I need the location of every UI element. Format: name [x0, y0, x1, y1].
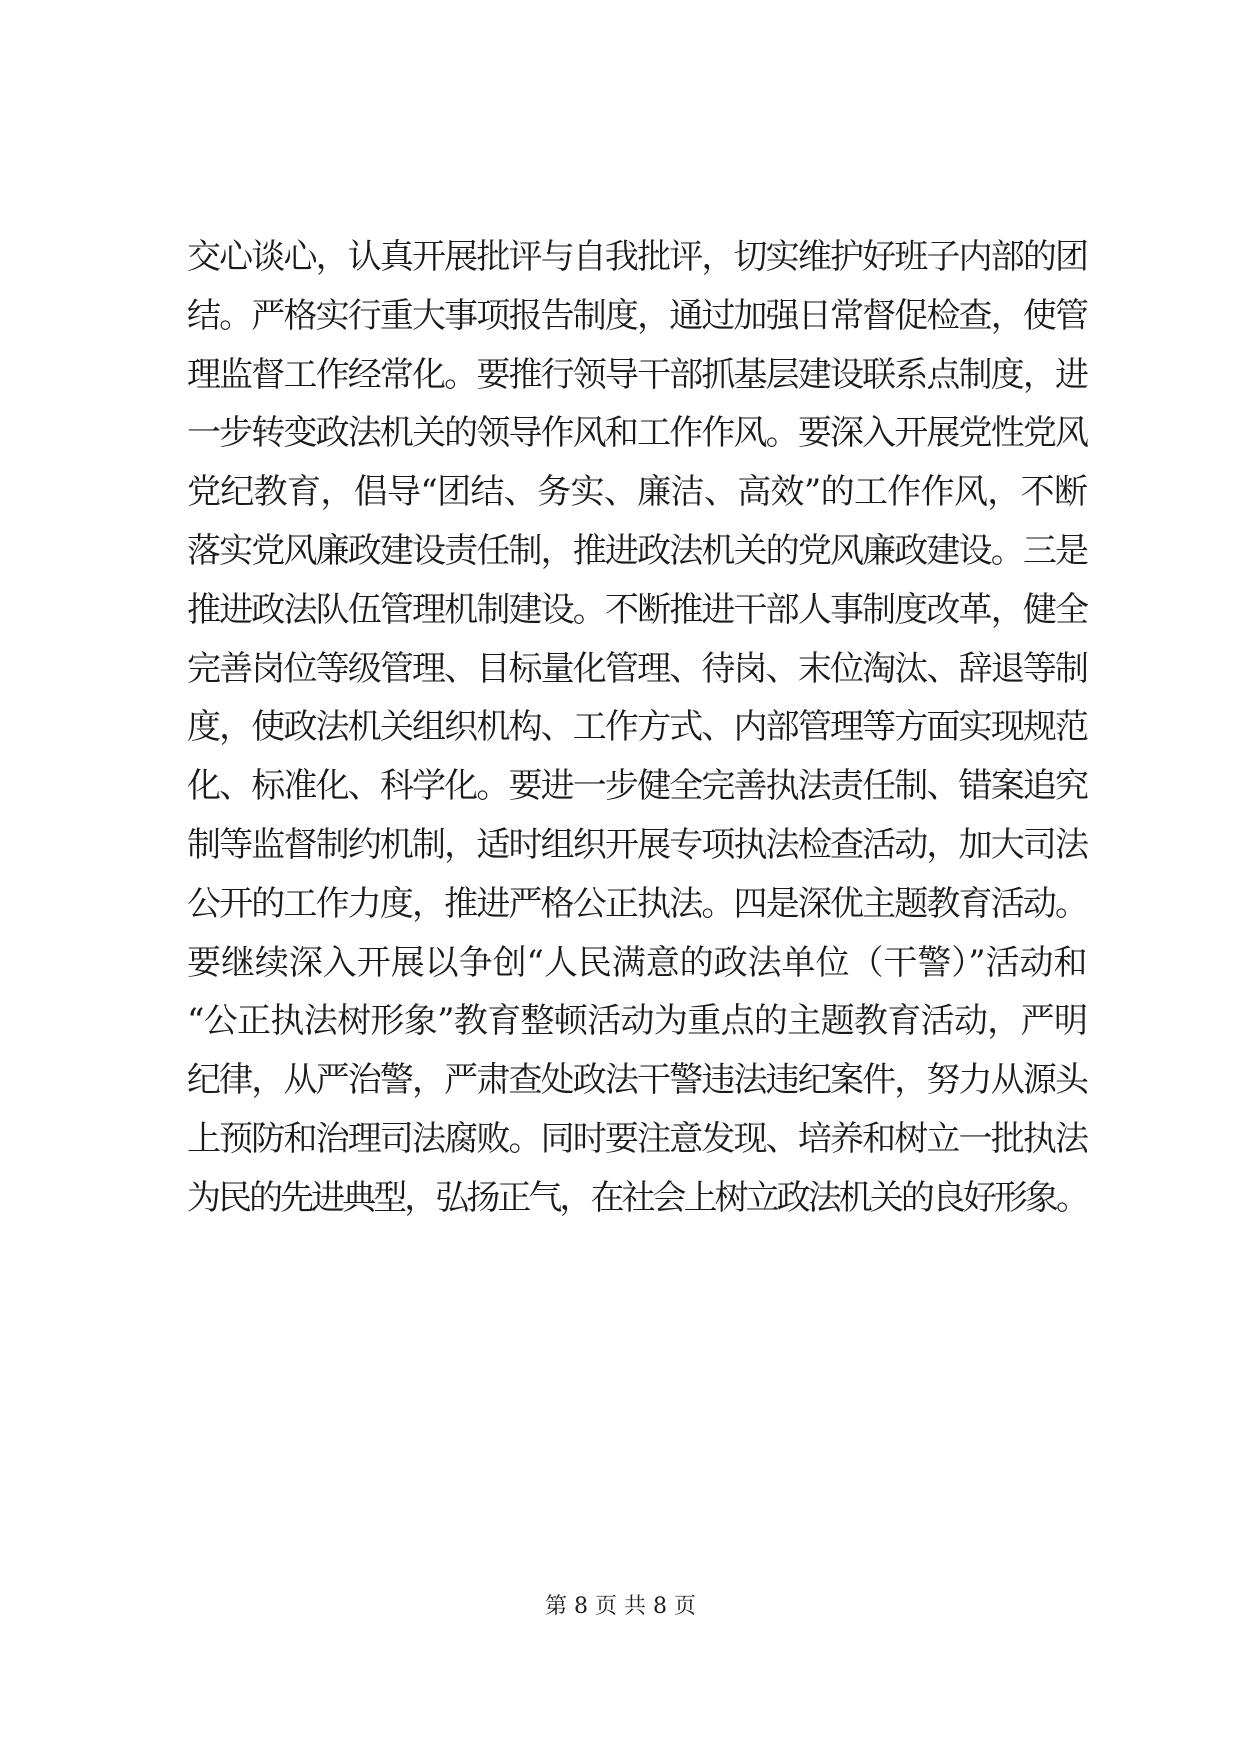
text-line-8: 完善岗位等级管理、目标量化管理、待岗、末位淘汰、辞退等制 [187, 648, 1087, 689]
text-line-6: 落实党风廉政建设责任制，推进政法机关的党风廉政建设。三是 [187, 530, 1087, 571]
text-line-13: 要继续深入开展以争创“人民满意的政法单位（干警）”活动和 [187, 942, 1087, 983]
text-line-10: 化、标准化、科学化。要进一步健全完善执法责任制、错案追究 [187, 766, 1087, 807]
text-line-15: 纪律，从严治警，严肃查处政法干警违法违纪案件，努力从源头 [187, 1060, 1087, 1101]
text-line-12: 公开的工作力度，推进严格公正执法。四是深优主题教育活动。 [187, 883, 1087, 924]
text-line-9: 度，使政法机关组织机构、工作方式、内部管理等方面实现规范 [187, 707, 1087, 748]
text-line-16: 上预防和治理司法腐败。同时要注意发现、培养和树立一批执法 [187, 1118, 1087, 1159]
page-number-footer: 第 8 页 共 8 页 [545, 1594, 696, 1619]
text-line-4: 一步转变政法机关的领导作风和工作作风。要深入开展党性党风 [187, 413, 1087, 454]
text-line-3: 理监督工作经常化。要推行领导干部抓基层建设联系点制度，进 [187, 354, 1087, 395]
text-line-7: 推进政法队伍管理机制建设。不断推进干部人事制度改革，健全 [187, 589, 1087, 630]
text-line-17: 为民的先进典型，弘扬正气，在社会上树立政法机关的良好形象。 [187, 1177, 1087, 1218]
body-paragraph [187, 228, 1087, 1228]
text-line-11: 制等监督制约机制，适时组织开展专项执法检查活动，加大司法 [187, 824, 1087, 865]
text-line-5: 党纪教育，倡导“团结、务实、廉洁、高效”的工作作风，不断 [187, 472, 1087, 513]
text-line-2: 结。严格实行重大事项报告制度，通过加强日常督促检查，使管 [187, 295, 1087, 336]
text-line-1: 交心谈心，认真开展批评与自我批评，切实维护好班子内部的团 [187, 237, 1087, 277]
text-line-14: “公正执法树形象”教育整顿活动为重点的主题教育活动，严明 [187, 1001, 1087, 1042]
